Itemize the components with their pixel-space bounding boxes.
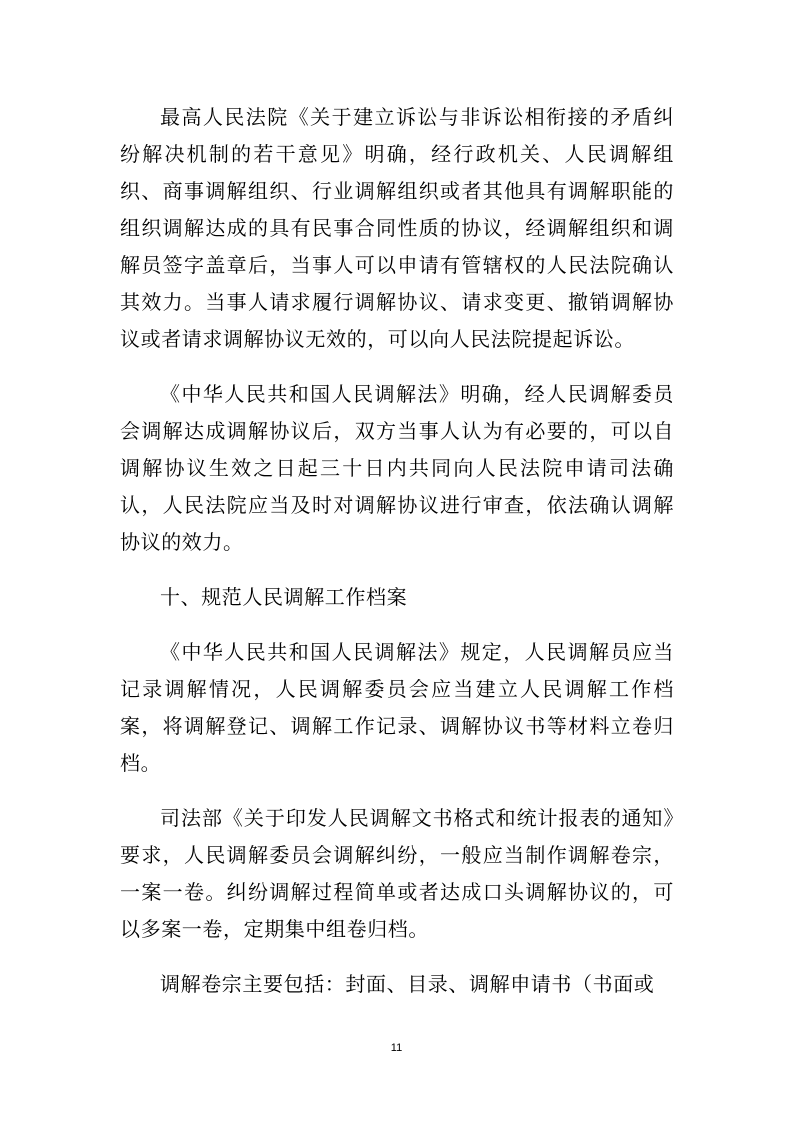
paragraph-court-opinion: 最高人民法院《关于建立诉讼与非诉讼相衔接的矛盾纠纷解决机制的若干意见》明确，经行政机关、人民调解组织、商事调解组织、行业调解组织或者其他具有调解职能的组织调解达成的具有民事合同性质的协议，经调解组织和调解员签字盖章后，当事人可以申请有管辖权的人民法院确认其效力。当事人请求履行调解协议、请求变更、撤销调解协议或者请求调解协议无效的，可以向人民法院提起诉讼。 xyxy=(120,105,674,351)
section-heading: 十、规范人民调解工作档案 xyxy=(160,585,408,609)
paragraph-ministry-notice: 司法部《关于印发人民调解文书格式和统计报表的通知》要求，人民调解委员会调解纠纷，一般应当制作调解卷宗，一案一卷。纠纷调解过程简单或者达成口头调解协议的，可以多案一卷，定期集中组卷归档。 xyxy=(120,806,674,941)
paragraph-mediation-law-confirmation: 《中华人民共和国人民调解法》明确，经人民调解委员会调解达成调解协议后，双方当事人认为有必要的，可以自调解协议生效之日起三十日内共同向人民法院申请司法确认，人民法院应当及时对调解协议进行审查，依法确认调解协议的效力。 xyxy=(120,382,674,554)
paragraph-archive-requirement: 《中华人民共和国人民调解法》规定，人民调解员应当记录调解情况，人民调解委员会应当建立人民调解工作档案，将调解登记、调解工作记录、调解协议书等材料立卷归档。 xyxy=(120,640,674,775)
page-number: 11 xyxy=(390,1042,403,1054)
paragraph-dossier-contents: 调解卷宗主要包括：封面、目录、调解申请书（书面或 xyxy=(160,972,655,996)
document-body xyxy=(120,99,674,1003)
